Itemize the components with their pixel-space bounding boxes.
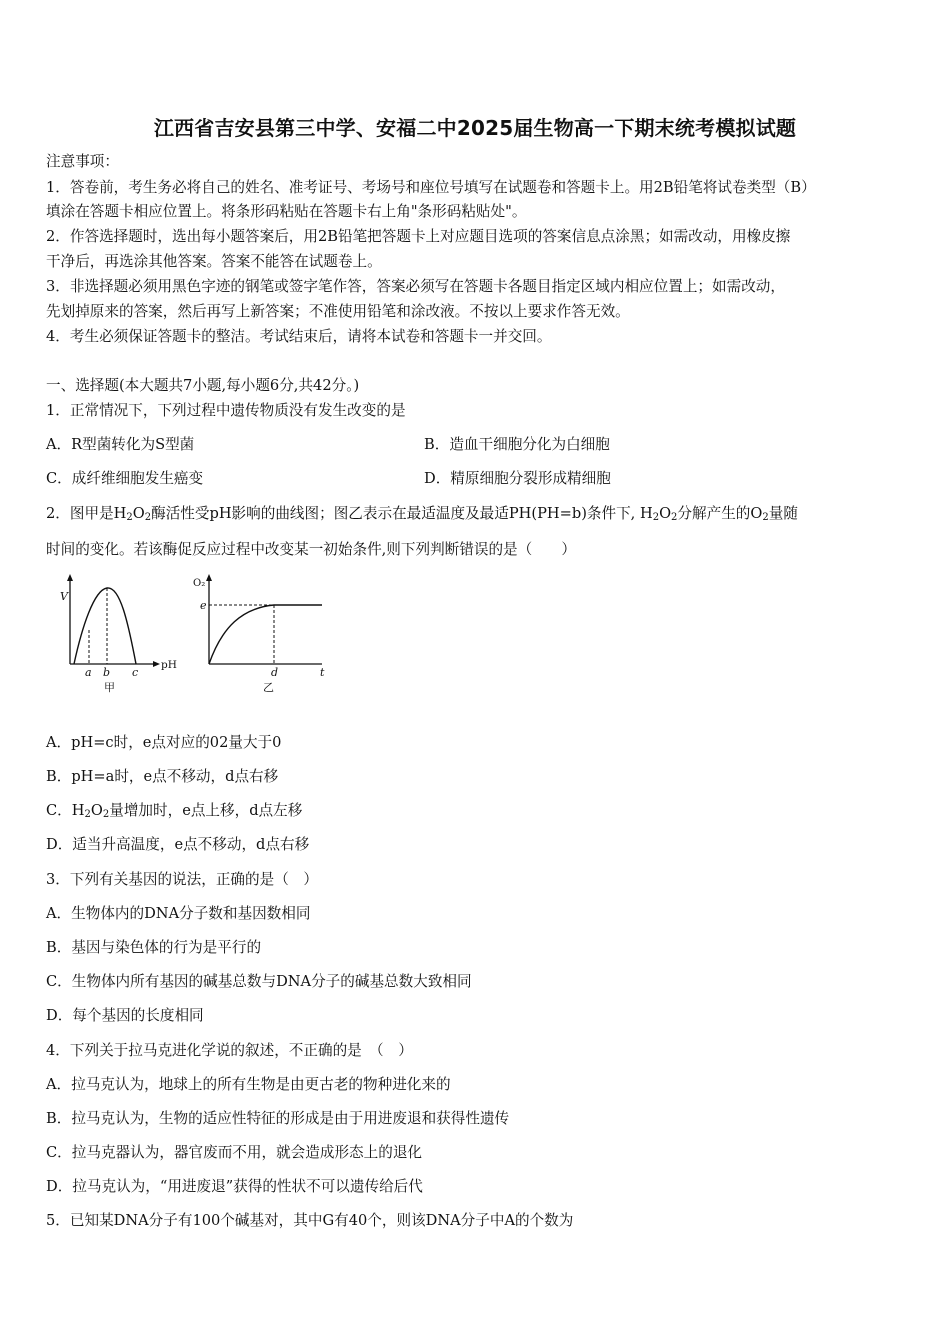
figure-yi [193, 574, 325, 694]
question-1-options-row1 [46, 435, 906, 455]
option-a[interactable]: A．R型菌转化为S型菌 [46, 436, 195, 453]
question-1-stem: 1．正常情况下，下列过程中遗传物质没有发生改变的是 [46, 402, 406, 419]
question-4-stem: 4．下列关于拉马克进化学说的叙述，不正确的是 （ ） [46, 1042, 413, 1059]
question-1-options-row2 [46, 469, 906, 489]
option-d[interactable]: D．拉马克认为，“用进废退”获得的性状不可以遗传给后代 [46, 1178, 423, 1195]
notice-line: 填涂在答题卡相应位置上。将条形码粘贴在答题卡右上角"条形码粘贴处"。 [46, 203, 527, 220]
notice-line: 2．作答选择题时，选出每小题答案后，用2B铅笔把答题卡上对应题目选项的答案信息点涂黑；如需改动，用橡皮擦 [46, 228, 791, 245]
notice-line: 干净后，再选涂其他答案。答案不能答在试题卷上。 [46, 253, 382, 270]
notice-line: 1．答卷前，考生务必将自己的姓名、准考证号、考场号和座位号填写在试题卷和答题卡上。用2B铅笔将试卷类型（B） [46, 179, 816, 196]
option-a[interactable]: A．生物体内的DNA分子数和基因数相同 [46, 905, 311, 922]
yi-x-label: t [320, 666, 325, 679]
option-b[interactable]: B．基因与染色体的行为是平行的 [46, 939, 262, 956]
figure-jia [60, 574, 177, 694]
yi-curve [209, 605, 322, 664]
question-2-figure [52, 572, 342, 697]
question-5-stem: 5．已知某DNA分子有100个碱基对，其中G有40个，则该DNA分子中A的个数为 [46, 1212, 574, 1229]
question-2-stem: 2．图甲是$H_2O_2$酶活性受pH影响的曲线图；图乙表示在最适温度及最适PH(PH=b)条件下, $H_2O_2$分解产生的$O_2$量随 [46, 505, 798, 523]
option-c[interactable]: C．生物体内所有基因的碱基总数与DNA分子的碱基总数大致相同 [46, 973, 472, 990]
option-c[interactable]: C．拉马克器认为，器官废而不用，就会造成形态上的退化 [46, 1144, 423, 1161]
jia-tick-c: c [132, 666, 139, 679]
question-2-stem-line2: 时间的变化。若该酶促反应过程中改变某一初始条件,则下列判断错误的是（ ） [46, 541, 577, 558]
jia-tick-a: a [85, 666, 92, 679]
jia-y-arrow [67, 574, 73, 581]
yi-d-label: d [271, 666, 279, 679]
question-3-stem: 3．下列有关基因的说法，正确的是（ ） [46, 871, 318, 888]
option-c[interactable]: C．$H_2O_2$量增加时，e点上移，d点左移 [46, 802, 303, 820]
yi-y-label: O₂ [193, 578, 206, 589]
notice-heading: 注意事项： [46, 153, 119, 170]
notice-line: 4．考生必须保证答题卡的整洁。考试结束后，请将本试卷和答题卡一并交回。 [46, 328, 552, 345]
jia-curve [74, 588, 136, 664]
jia-y-label: V [60, 590, 68, 603]
option-b[interactable]: B．拉马克认为，生物的适应性特征的形成是由于用进废退和获得性遗传 [46, 1110, 510, 1127]
option-d[interactable]: D．适当升高温度，e点不移动，d点右移 [46, 836, 310, 853]
yi-e-label: e [200, 599, 207, 612]
option-c[interactable]: C．成纤维细胞发生癌变 [46, 470, 204, 487]
notice-line: 3．非选择题必须用黑色字迹的钢笔或签字笔作答，答案必须写在答题卡各题目指定区域内相应位置上；如需改动， [46, 278, 785, 295]
jia-tick-b: b [103, 666, 111, 679]
section-heading: 一、选择题(本大题共7小题,每小题6分,共42分。) [46, 377, 360, 394]
option-d[interactable]: D．精原细胞分裂形成精细胞 [424, 470, 611, 487]
option-d[interactable]: D．每个基因的长度相同 [46, 1007, 204, 1024]
option-b[interactable]: B．造血干细胞分化为白细胞 [424, 436, 610, 453]
jia-x-arrow [153, 661, 160, 667]
yi-caption: 乙 [263, 681, 274, 694]
option-a[interactable]: A．pH=c时，e点对应的02量大于0 [46, 734, 282, 751]
jia-x-label: pH [161, 659, 177, 671]
option-a[interactable]: A．拉马克认为，地球上的所有生物是由更古老的物种进化来的 [46, 1076, 451, 1093]
option-b[interactable]: B．pH=a时，e点不移动，d点右移 [46, 768, 279, 785]
yi-y-arrow [206, 574, 212, 581]
jia-caption: 甲 [104, 681, 115, 694]
notice-line: 先划掉原来的答案，然后再写上新答案；不准使用铅笔和涂改液。不按以上要求作答无效。 [46, 303, 630, 320]
exam-title: 江西省吉安县第三中学、安福二中2025届生物高一下期末统考模拟试题 [153, 116, 797, 140]
